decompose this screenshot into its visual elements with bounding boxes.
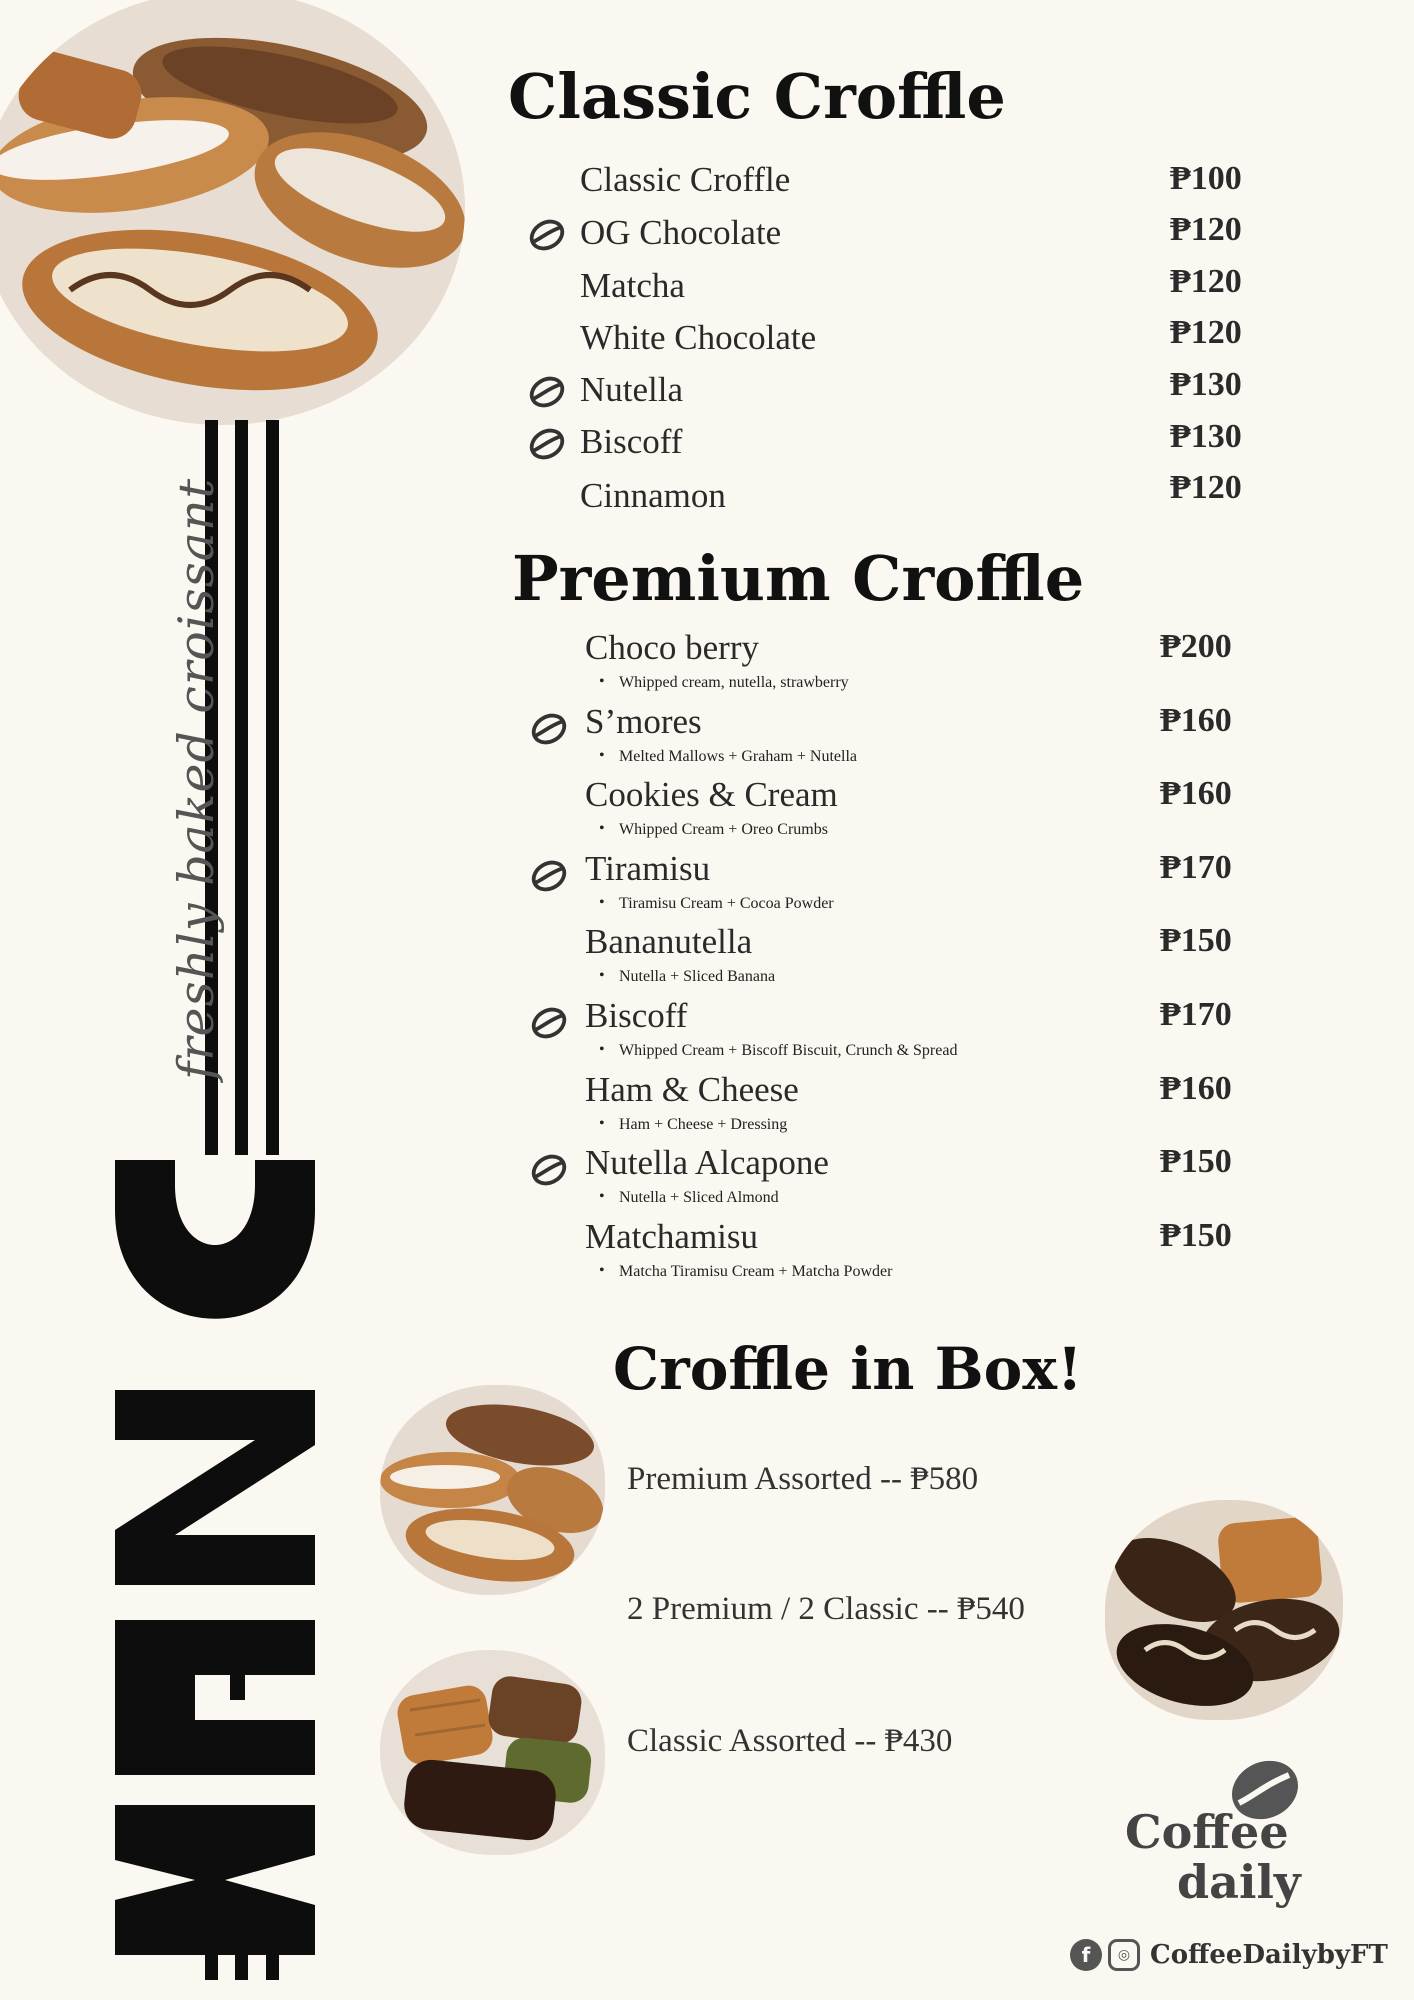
premium-item-name: Nutella Alcapone — [585, 1143, 829, 1183]
premium-item-desc: • Whipped Cream + Biscoff Biscuit, Crunch & Spread — [619, 1042, 957, 1060]
instagram-icon[interactable]: ◎ — [1108, 1939, 1140, 1971]
menu-wordmark — [115, 1155, 315, 1955]
classic-item-price: ₱100 — [1170, 160, 1242, 197]
classic-item-price: ₱120 — [1170, 263, 1242, 300]
box-photo-classic — [380, 1650, 605, 1855]
premium-item-name: Cookies & Cream — [585, 775, 838, 815]
premium-item-name: Ham & Cheese — [585, 1069, 799, 1109]
premium-item-price: ₱150 — [1160, 922, 1232, 960]
premium-item-desc: • Ham + Cheese + Dressing — [619, 1116, 787, 1134]
bestseller-bean-icon — [528, 373, 566, 411]
classic-item-name: Biscoff — [580, 422, 683, 461]
premium-item-price: ₱160 — [1160, 775, 1232, 813]
tagline: freshly baked croissant — [168, 477, 225, 1080]
classic-item-price: ₱130 — [1170, 418, 1242, 455]
premium-item-price: ₱170 — [1160, 996, 1232, 1033]
classic-item-name: White Chocolate — [580, 318, 817, 357]
premium-item-name: Bananutella — [585, 922, 753, 962]
premium-item-desc: • Whipped cream, nutella, strawberry — [619, 674, 849, 692]
premium-item-name: S’mores — [585, 701, 702, 741]
hero-croffle-photo — [0, 0, 465, 425]
premium-item-desc: • Nutella + Sliced Banana — [619, 968, 775, 986]
premium-item-desc: • Whipped Cream + Oreo Crumbs — [619, 821, 828, 839]
box-title: Croffle in Box! — [613, 1335, 1083, 1403]
classic-item-price: ₱120 — [1170, 469, 1242, 506]
bestseller-bean-icon — [528, 216, 566, 254]
premium-item-desc: • Matcha Tiramisu Cream + Matcha Powder — [619, 1263, 892, 1281]
classic-item-price: ₱130 — [1170, 366, 1242, 403]
premium-item-name: Matchamisu — [585, 1216, 759, 1256]
box-item-mixed: 2 Premium / 2 Classic -- ₱540 — [627, 1591, 1025, 1627]
premium-item-price: ₱160 — [1160, 1069, 1232, 1107]
bestseller-bean-icon — [530, 857, 568, 895]
social-bar — [1070, 1935, 1388, 1975]
bestseller-bean-icon — [530, 710, 568, 748]
classic-item-price: ₱120 — [1170, 314, 1242, 351]
facebook-icon[interactable]: f — [1070, 1939, 1102, 1971]
premium-item-price: ₱170 — [1160, 848, 1232, 886]
premium-item-price: ₱150 — [1160, 1143, 1232, 1181]
classic-item-name: Cinnamon — [580, 476, 726, 515]
premium-item-price: ₱200 — [1160, 628, 1232, 665]
logo-line-daily: daily — [1177, 1855, 1301, 1909]
premium-item-desc: • Tiramisu Cream + Cocoa Powder — [619, 895, 834, 913]
classic-item-name: Classic Croffle — [580, 160, 791, 199]
bestseller-bean-icon — [528, 425, 566, 463]
premium-item-name: Biscoff — [585, 996, 688, 1035]
premium-item-price: ₱160 — [1160, 701, 1232, 739]
box-photo-assorted — [1105, 1500, 1343, 1720]
classic-item-name: Nutella — [580, 370, 684, 409]
social-handle: CoffeeDailybyFT — [1150, 1940, 1388, 1970]
bestseller-bean-icon — [530, 1004, 568, 1042]
premium-item-desc: • Melted Mallows + Graham + Nutella — [619, 748, 857, 766]
classic-item-name: OG Chocolate — [580, 213, 782, 252]
classic-item-price: ₱120 — [1170, 211, 1242, 248]
box-item-classic-assorted: Classic Assorted -- ₱430 — [627, 1723, 953, 1759]
bestseller-bean-icon — [530, 1151, 568, 1189]
premium-item-price: ₱150 — [1160, 1216, 1232, 1254]
box-item-premium-assorted: Premium Assorted -- ₱580 — [627, 1461, 979, 1497]
logo-line-coffee: Coffee — [1125, 1805, 1289, 1859]
classic-title: Classic Croffle — [508, 60, 1006, 133]
box-photo-premium — [380, 1385, 605, 1595]
premium-title: Premium Croffle — [512, 542, 1085, 615]
premium-item-name: Choco berry — [585, 628, 759, 667]
classic-item-name: Matcha — [580, 266, 685, 305]
premium-item-desc: • Nutella + Sliced Almond — [619, 1189, 779, 1207]
coffee-daily-logo — [1125, 1755, 1320, 1915]
premium-item-name: Tiramisu — [585, 848, 711, 888]
